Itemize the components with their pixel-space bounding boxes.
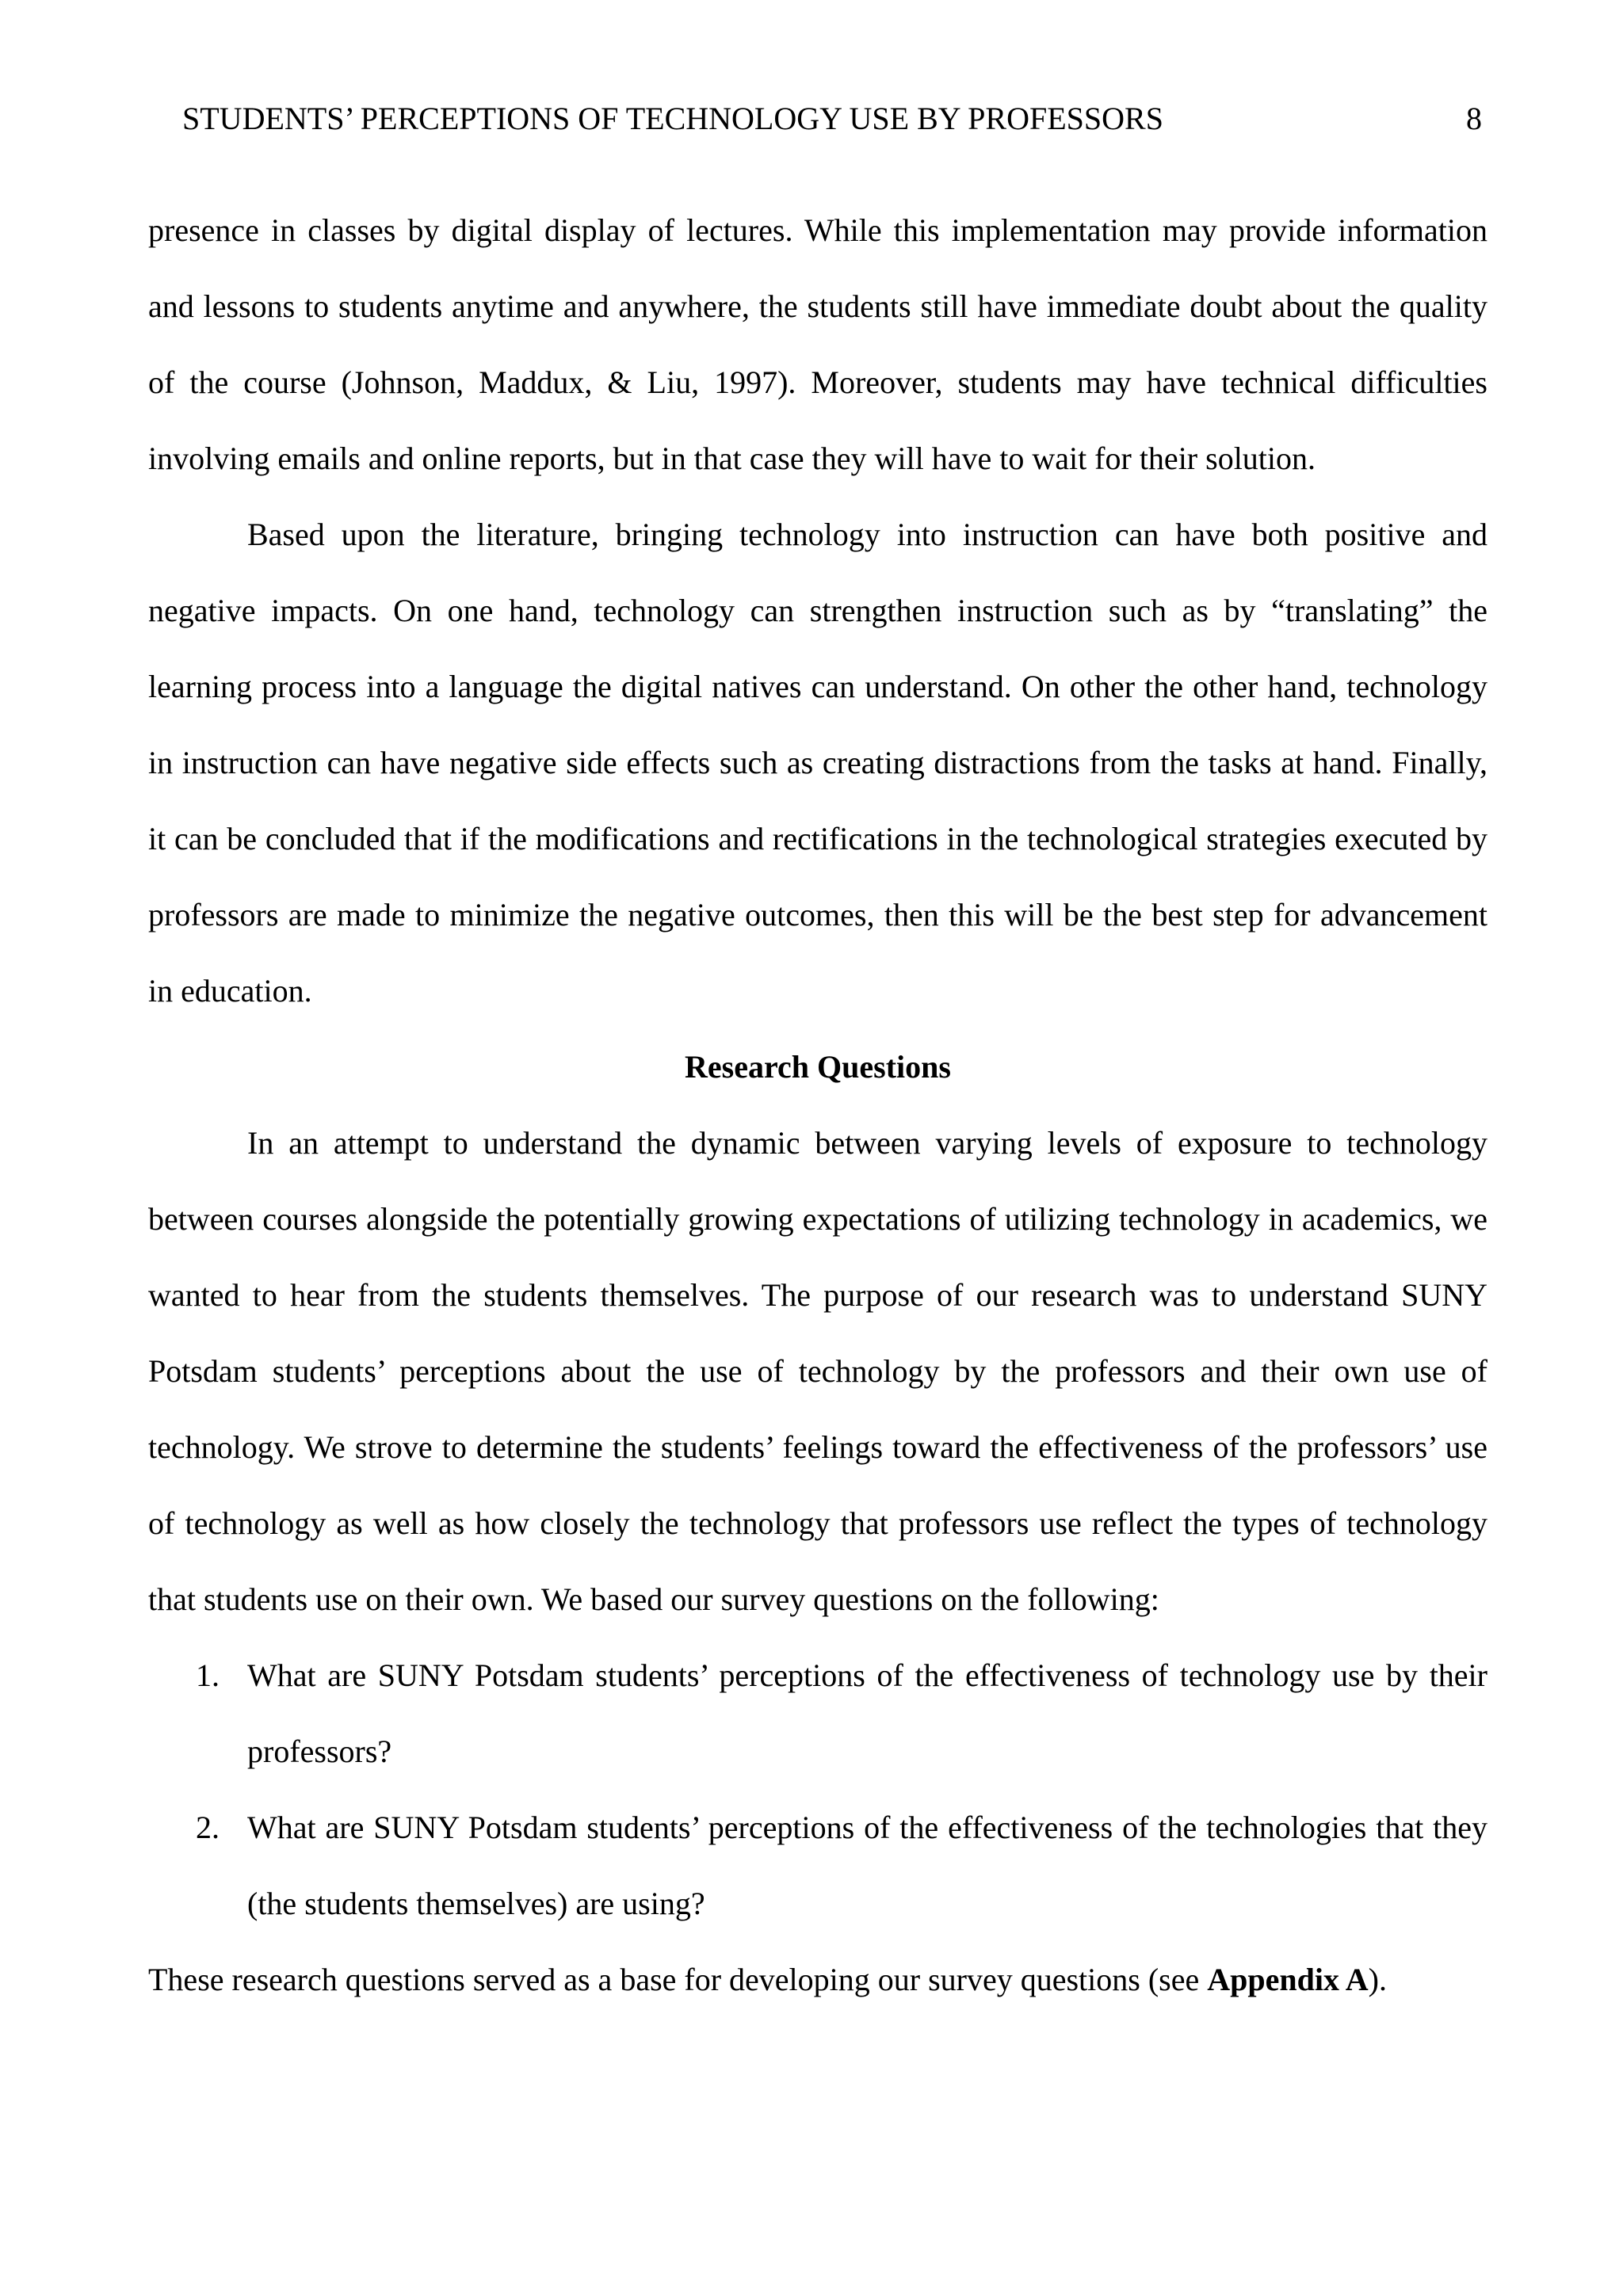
list-item (148, 1638, 1487, 1790)
closing-paragraph (148, 1942, 1487, 2018)
list-item-number: 2. (196, 1810, 220, 1845)
paragraph-literature-summary: Based upon the literature, bringing technology into instruction can have both positive and negative impacts. On one hand, technology can strengthen instruction such as by “translating” the learning process into a language the digital natives can understand. On other the other hand, technology in instruction can have negative side effects such as creating distractions from the tasks at hand. Finally, it can be concluded that if the modifications and rectifications in the technological strategies executed by professors are made to minimize the negative outcomes, then this will be the best step for advancement in education. (148, 517, 1487, 1009)
page-number: 8 (1466, 101, 1482, 136)
research-questions-list (148, 1638, 1487, 1942)
paragraph-continuation: presence in classes by digital display of lectures. While this implementation may provide information and lessons to students anytime and anywhere, the students still have immediate doubt about the quality of the course (Johnson, Maddux, & Liu, 1997). Moreover, students may have technical difficulties involving emails and online reports, but in that case they will have to wait for their solution. (148, 212, 1487, 476)
page-header (182, 95, 1482, 143)
list-item-number: 1. (196, 1657, 220, 1693)
closing-text-end: ). (1368, 1962, 1387, 1997)
appendix-reference: Appendix A (1207, 1962, 1369, 1997)
section-heading: Research Questions (685, 1049, 951, 1085)
body-text (148, 193, 1487, 2018)
paragraph-research-purpose: In an attempt to understand the dynamic between varying levels of exposure to technology between courses alongside the potentially growing expectations of utilizing technology in academics, we wanted to hear from the students themselves. The purpose of our research was to understand SUNY Potsdam students’ perceptions about the use of technology by the professors and their own use of technology. We strove to determine the students’ feelings toward the effectiveness of the professors’ use of technology as well as how closely the technology that professors use reflect the types of technology that students use on their own. We based our survey questions on the following: (148, 1125, 1487, 1617)
running-head: STUDENTS’ PERCEPTIONS OF TECHNOLOGY USE BY PROFESSORS (182, 101, 1163, 136)
closing-text: These research questions served as a base for developing our survey questions (see (148, 1962, 1208, 1997)
list-item-text: What are SUNY Potsdam students’ perceptions of the effectiveness of the technologies that they (the students themselves) are using? (247, 1810, 1487, 1921)
list-item (148, 1790, 1487, 1942)
list-item-text: What are SUNY Potsdam students’ perceptions of the effectiveness of technology use by their professors? (247, 1657, 1487, 1769)
